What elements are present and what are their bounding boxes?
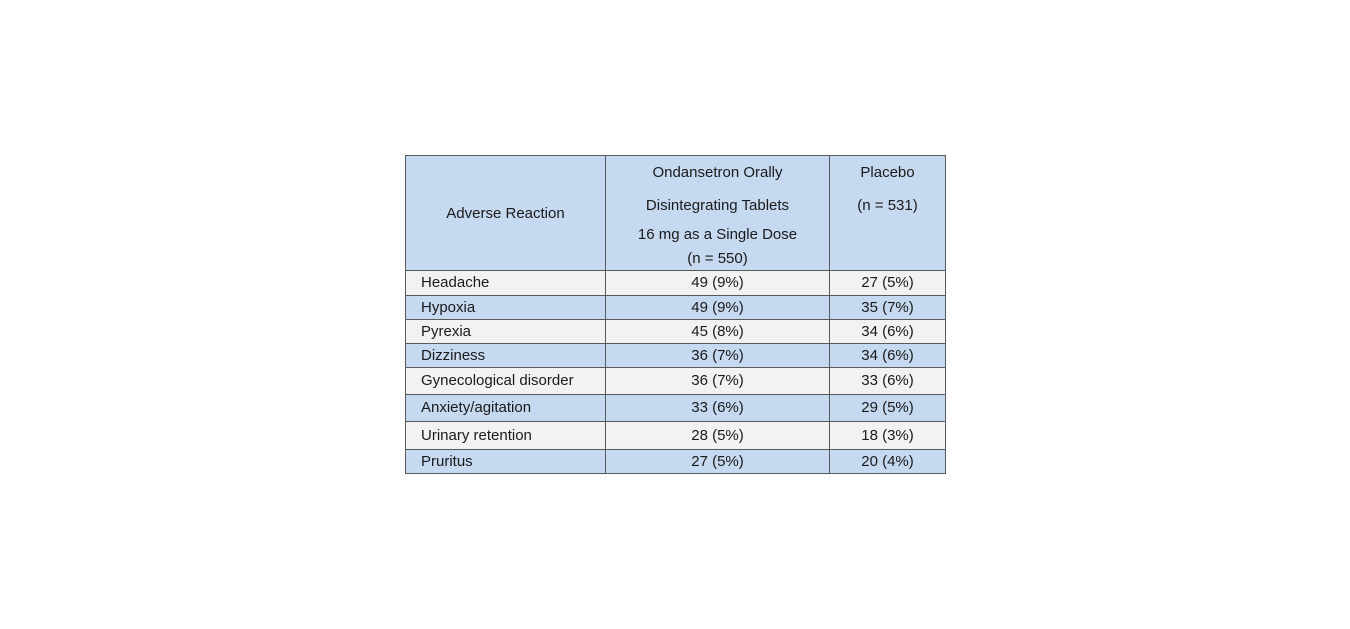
placebo-cell: 20 (4%) (830, 450, 946, 474)
header-ondansetron (606, 156, 830, 271)
header-row (406, 156, 946, 271)
table-row (406, 450, 946, 474)
ondansetron-cell: 33 (6%) (606, 395, 830, 422)
reaction-cell: Headache (406, 271, 606, 296)
reaction-cell: Pruritus (406, 450, 606, 474)
placebo-cell: 18 (3%) (830, 422, 946, 450)
ondansetron-cell: 49 (9%) (606, 271, 830, 296)
ondansetron-cell: 45 (8%) (606, 320, 830, 344)
header-ondansetron-line: 16 mg as a Single Dose (637, 226, 798, 243)
table-row (406, 368, 946, 395)
ondansetron-cell: 28 (5%) (606, 422, 830, 450)
reaction-cell: Gynecological disorder (406, 368, 606, 395)
header-ondansetron-line: Ondansetron Orally (652, 164, 783, 181)
header-placebo-line: (n = 531) (857, 197, 918, 214)
table-row (406, 320, 946, 344)
reaction-cell: Urinary retention (406, 422, 606, 450)
ondansetron-cell: 27 (5%) (606, 450, 830, 474)
header-placebo (830, 156, 946, 271)
table-row (406, 395, 946, 422)
adverse-reactions-table (405, 155, 946, 474)
ondansetron-cell: 49 (9%) (606, 296, 830, 320)
ondansetron-cell: 36 (7%) (606, 344, 830, 368)
header-ondansetron-line: (n = 550) (687, 250, 748, 267)
placebo-cell: 34 (6%) (830, 320, 946, 344)
header-ondansetron-line: Disintegrating Tablets (645, 197, 790, 214)
ondansetron-cell: 36 (7%) (606, 368, 830, 395)
table-row (406, 271, 946, 296)
reaction-cell: Dizziness (406, 344, 606, 368)
reaction-cell: Hypoxia (406, 296, 606, 320)
placebo-cell: 29 (5%) (830, 395, 946, 422)
placebo-cell: 34 (6%) (830, 344, 946, 368)
header-adverse-reaction: Adverse Reaction (406, 156, 606, 271)
placebo-cell: 35 (7%) (830, 296, 946, 320)
reaction-cell: Anxiety/agitation (406, 395, 606, 422)
table-row (406, 344, 946, 368)
reaction-cell: Pyrexia (406, 320, 606, 344)
table-row (406, 296, 946, 320)
table-row (406, 422, 946, 450)
placebo-cell: 33 (6%) (830, 368, 946, 395)
placebo-cell: 27 (5%) (830, 271, 946, 296)
header-placebo-line: Placebo (860, 164, 915, 181)
